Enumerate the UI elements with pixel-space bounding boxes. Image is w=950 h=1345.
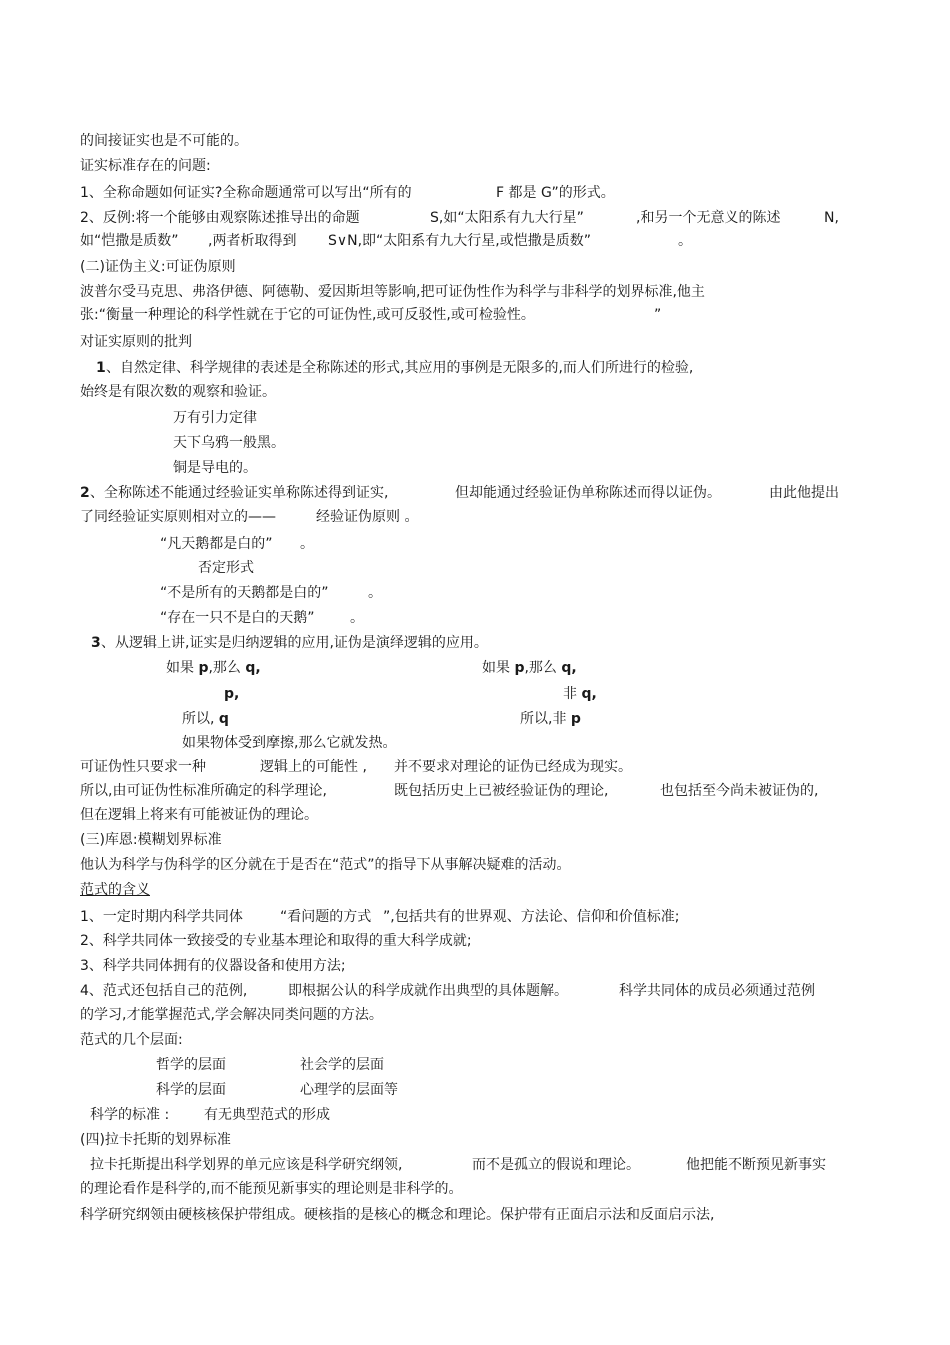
text-line: 张:“衡量一种理论的科学性就在于它的可证伪性,或可反驳性,或可检验性。 [80, 307, 535, 323]
text-line: 证实标准存在的问题: [80, 158, 211, 174]
text-line: 科学的标准 : [90, 1107, 170, 1123]
list-number: 1 [96, 360, 106, 376]
text-line: 、全称陈述不能通过经验证实单称陈述得到证实, [90, 485, 389, 501]
example-line: “存在一只不是白的天鹅” [160, 610, 315, 626]
text-line: 他把能不断预见新事实 [686, 1157, 826, 1173]
logic-symbol: q, [561, 660, 577, 676]
text-line: 2、科学共同体一致接受的专业基本理论和取得的重大科学成就; [80, 933, 472, 949]
section-heading: (三)库恩:模糊划界标准 [80, 832, 222, 848]
text-line: ,两者析取得到 [208, 233, 297, 249]
text-line: 科学研究纲领由硬核核保护带组成。硬核指的是核心的概念和理论。保护带有正面启示法和反面启示法, [80, 1207, 715, 1223]
logic-text: 如果 [482, 660, 515, 676]
text-line: 、从逻辑上讲,证实是归纳逻辑的应用,证伪是演绎逻辑的应用。 [101, 635, 488, 651]
text-line: “看问题的方式 [280, 909, 372, 925]
text-line: 他认为科学与伪科学的区分就在于是否在“范式”的指导下从事解决疑难的活动。 [80, 857, 571, 873]
text-line: 了同经验证实原则相对立的—— [80, 509, 276, 525]
text-line: 的学习,才能掌握范式,学会解决同类问题的方法。 [80, 1007, 383, 1023]
logic-symbol: p [570, 711, 581, 727]
logic-line [182, 710, 229, 728]
logic-symbol: p [198, 660, 209, 676]
logic-text: 所以,非 [520, 711, 571, 727]
text-line: 而不是孤立的假说和理论。 [472, 1157, 640, 1173]
text-line: 科学共同体的成员必须通过范例 [619, 983, 815, 999]
text-line: 波普尔受马克思、弗洛伊德、阿德勒、爱因斯坦等影响,把可证伪性作为科学与非科学的划界标准,他主 [80, 284, 705, 300]
example-line: 否定形式 [198, 560, 254, 576]
example-line: 如果物体受到摩擦,那么它就发热。 [182, 735, 397, 751]
text-line: 既包括历史上已被经验证伪的理论, [394, 783, 609, 799]
text-line: 但却能通过经验证伪单称陈述而得以证伪。 [455, 485, 721, 501]
text-line: 2、反例:将一个能够由观察陈述推导出的命题 [80, 210, 360, 226]
logic-text: 所以, [182, 711, 219, 727]
example-line: 铜是导电的。 [173, 460, 257, 476]
logic-symbol: q, [581, 686, 597, 702]
example-line: 天下乌鸦一般黑。 [173, 435, 285, 451]
text-line: 所以,由可证伪性标准所确定的科学理论, [80, 783, 327, 799]
text-line: 也包括至今尚未被证伪的, [660, 783, 819, 799]
text-line: 始终是有限次数的观察和验证。 [80, 384, 276, 400]
logic-text: 非 [563, 686, 582, 702]
example-line: 哲学的层面 [156, 1057, 226, 1073]
text-line: 、自然定律、科学规律的表述是全称陈述的形式,其应用的事例是无限多的,而人们所进行的检验, [106, 360, 694, 376]
text-line: 1、全称命题如何证实?全称命题通常可以写出“所有的 [80, 185, 412, 201]
logic-text: ,那么 [524, 660, 562, 676]
logic-line [482, 659, 577, 677]
example-line: 科学的层面 [156, 1082, 226, 1098]
subheading: 范式的含义 [80, 882, 150, 898]
section-heading: (四)拉卡托斯的划界标准 [80, 1132, 231, 1148]
logic-symbol: q, [245, 660, 261, 676]
text-line: 逻辑上的可能性 , [260, 759, 367, 775]
example-line: “凡天鹅都是白的” [160, 536, 273, 552]
list-number: 2 [80, 485, 90, 501]
section-heading: (二)证伪主义:可证伪原则 [80, 259, 236, 275]
text-line: 有无典型范式的形成 [204, 1107, 330, 1123]
example-line: 社会学的层面 [300, 1057, 384, 1073]
text-line: 的间接证实也是不可能的。 [80, 133, 248, 149]
text-line: S∨N,即“太阳系有九大行星,或恺撒是质数” [328, 233, 592, 249]
logic-symbol: q [218, 711, 229, 727]
text-line: 但在逻辑上将来有可能被证伪的理论。 [80, 807, 318, 823]
example-line: 心理学的层面等 [300, 1082, 398, 1098]
logic-line [563, 685, 597, 703]
logic-text: 如果 [166, 660, 199, 676]
example-line: “不是所有的天鹅都是白的” [160, 585, 329, 601]
logic-symbol: p, [224, 686, 240, 702]
text-line: 3、科学共同体拥有的仪器设备和使用方法; [80, 958, 346, 974]
logic-text: ,那么 [208, 660, 246, 676]
example-line: 。 [300, 536, 314, 552]
text-line: 并不要求对理论的证伪已经成为现实。 [394, 759, 632, 775]
text-line: 1、一定时期内科学共同体 [80, 909, 243, 925]
text-line: 即根据公认的科学成就作出典型的具体题解。 [288, 983, 568, 999]
text-line: 经验证伪原则 。 [316, 509, 419, 525]
subheading: 对证实原则的批判 [80, 334, 192, 350]
example-line: 。 [350, 610, 364, 626]
logic-symbol: p [514, 660, 525, 676]
text-line: 如“恺撒是质数” [80, 233, 179, 249]
list-number: 3 [91, 635, 101, 651]
example-line: 。 [368, 585, 382, 601]
subheading: 范式的几个层面: [80, 1032, 183, 1048]
text-line: F 都是 G”的形式。 [496, 185, 615, 201]
text-line: 由此他提出 [769, 485, 839, 501]
text-line: N, [824, 210, 839, 226]
text-line: ” [654, 307, 662, 323]
logic-line [520, 710, 581, 728]
example-line: 万有引力定律 [173, 410, 257, 426]
logic-line [166, 659, 261, 677]
text-line: S,如“太阳系有九大行星” [430, 210, 584, 226]
text-line: 拉卡托斯提出科学划界的单元应该是科学研究纲领, [90, 1157, 403, 1173]
text-line: 。 [678, 233, 692, 249]
text-line: 4、范式还包括自己的范例, [80, 983, 248, 999]
text-line: ”,包括共有的世界观、方法论、信仰和价值标准; [383, 909, 680, 925]
text-line: ,和另一个无意义的陈述 [636, 210, 781, 226]
text-line: 可证伪性只要求一种 [80, 759, 206, 775]
text-line: 的理论看作是科学的,而不能预见新事实的理论则是非科学的。 [80, 1181, 463, 1197]
